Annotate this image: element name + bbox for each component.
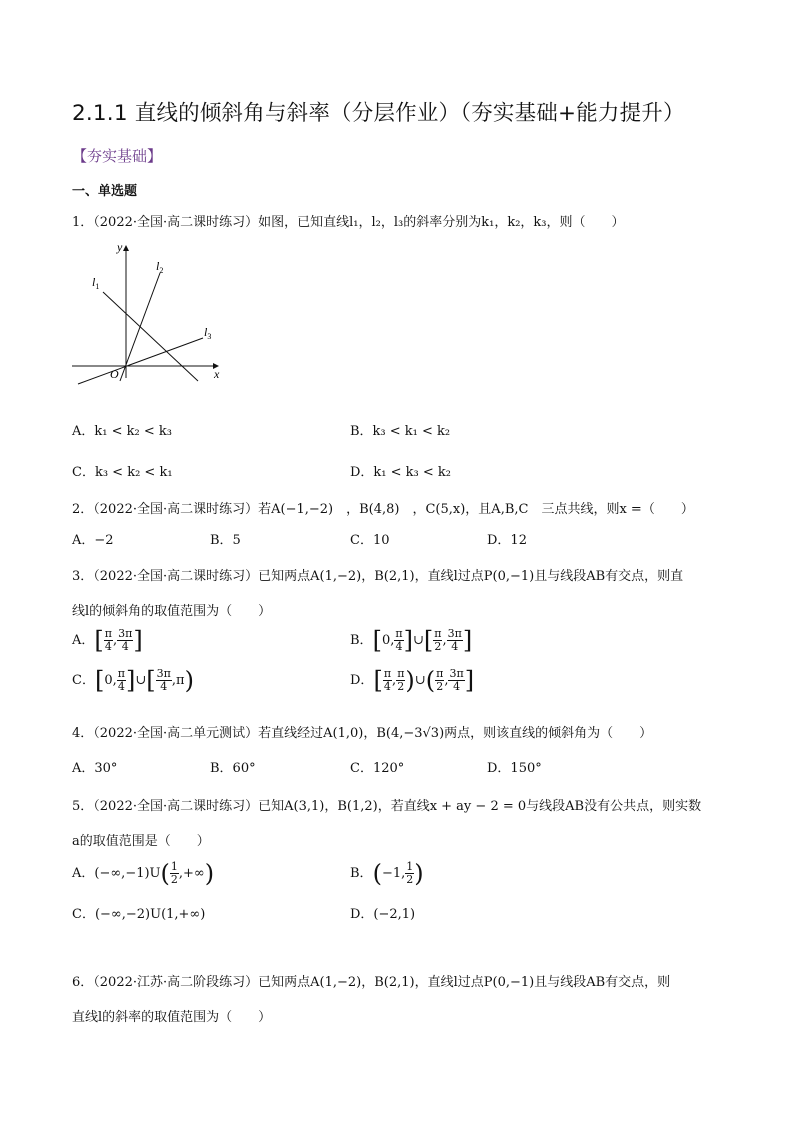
y-axis-label: y [117, 240, 123, 254]
l1-label: $l_1$ [92, 275, 100, 291]
question-5-line-2: a的取值范围是（ ） [72, 834, 210, 849]
q1-option-a: A．k₁ < k₂ < k₃ [72, 424, 172, 439]
question-2-text: 2．（2022·全国·高二课时练习）若A(−1,−2) ，B(4,8) ，C(5,x)，且A,B,C 三点共线，则x =（ ） [72, 502, 694, 517]
q1-option-c: C．k₃ < k₂ < k₁ [72, 465, 173, 480]
q2-option-b: B．5 [210, 533, 241, 548]
q2-option-a: A．−2 [72, 533, 114, 548]
q1-option-b: B．k₃ < k₁ < k₂ [350, 424, 451, 439]
q4-option-b: B．60° [210, 761, 256, 776]
q2-option-c: C．10 [350, 533, 390, 548]
q5-option-d: D．(−2,1) [350, 907, 416, 922]
question-3-line-2: 线l的倾斜角的取值范围为（ ） [72, 604, 272, 619]
q4-option-d: D．150° [487, 761, 542, 776]
q4-option-a: A．30° [72, 761, 118, 776]
question-6-line-1: 6．（2022·江苏·高二阶段练习）已知两点A(1,−2)，B(2,1)，直线l过点P(0,−1)且与线段AB有交点，则 [72, 975, 671, 990]
question-1-text: 1．（2022·全国·高二课时练习）如图，已知直线l₁，l₂，l₃的斜率分别为k₁，k₂，k₃，则（ ） [72, 215, 625, 230]
x-axis-label: x [214, 367, 220, 381]
q3-option-b: B．[0, $\frac{\pi}{4}$ ]∪[ $\frac{\pi}{2}$ , $\frac{3\pi}{4}$ ] [350, 626, 473, 655]
q2-option-d: D．12 [487, 533, 527, 548]
section-label: 【夯实基础】 [72, 147, 163, 165]
q4-option-c: C．120° [350, 761, 405, 776]
question-3-line-1: 3．（2022·全国·高二课时练习）已知两点A(1,−2)，B(2,1)，直线l过点P(0,−1)且与线段AB有交点，则直 [72, 569, 684, 584]
q3-option-d: D．[ $\frac{\pi}{4}$ , $\frac{\pi}{2}$ )∪( $\frac{\pi}{2}$ , $\frac{3\pi}{4}$ ] [350, 666, 475, 695]
question-4-text: 4．（2022·全国·高二单元测试）若直线经过A(1,0)，B(4,−3√3)两点，则该直线的倾斜角为（ ） [72, 726, 653, 741]
l2-label: $l_2$ [156, 259, 164, 275]
origin-label: O [110, 367, 119, 381]
question-6-line-2: 直线l的斜率的取值范围为（ ） [72, 1010, 272, 1025]
q3-option-c: C．[0, $\frac{\pi}{4}$ ]∪[ $\frac{3\pi}{4}$ ,π) [72, 666, 194, 695]
q5-option-b: B．(−1, $\frac{1}{2}$ ) [350, 859, 424, 888]
line-l3 [78, 338, 203, 384]
question-1-figure [68, 236, 228, 386]
q3-option-a: A．[ $\frac{\pi}{4}$ , $\frac{3\pi}{4}$ ] [72, 626, 143, 655]
question-5-line-1: 5．（2022·全国·高二课时练习）已知A(3,1)，B(1,2)，若直线x + ay − 2 = 0与线段AB没有公共点，则实数 [72, 799, 702, 814]
section-heading: 一、单选题 [72, 184, 138, 199]
q5-option-a: A．(−∞,−1)U( $\frac{1}{2}$ ,+∞) [72, 859, 215, 888]
l3-label: $l_3$ [204, 325, 212, 341]
q1-option-d: D．k₁ < k₃ < k₂ [350, 465, 452, 480]
q5-option-c: C．(−∞,−2)U(1,+∞) [72, 907, 206, 922]
page-title: 2.1.1 直线的倾斜角与斜率（分层作业）（夯实基础+能力提升） [72, 101, 685, 126]
